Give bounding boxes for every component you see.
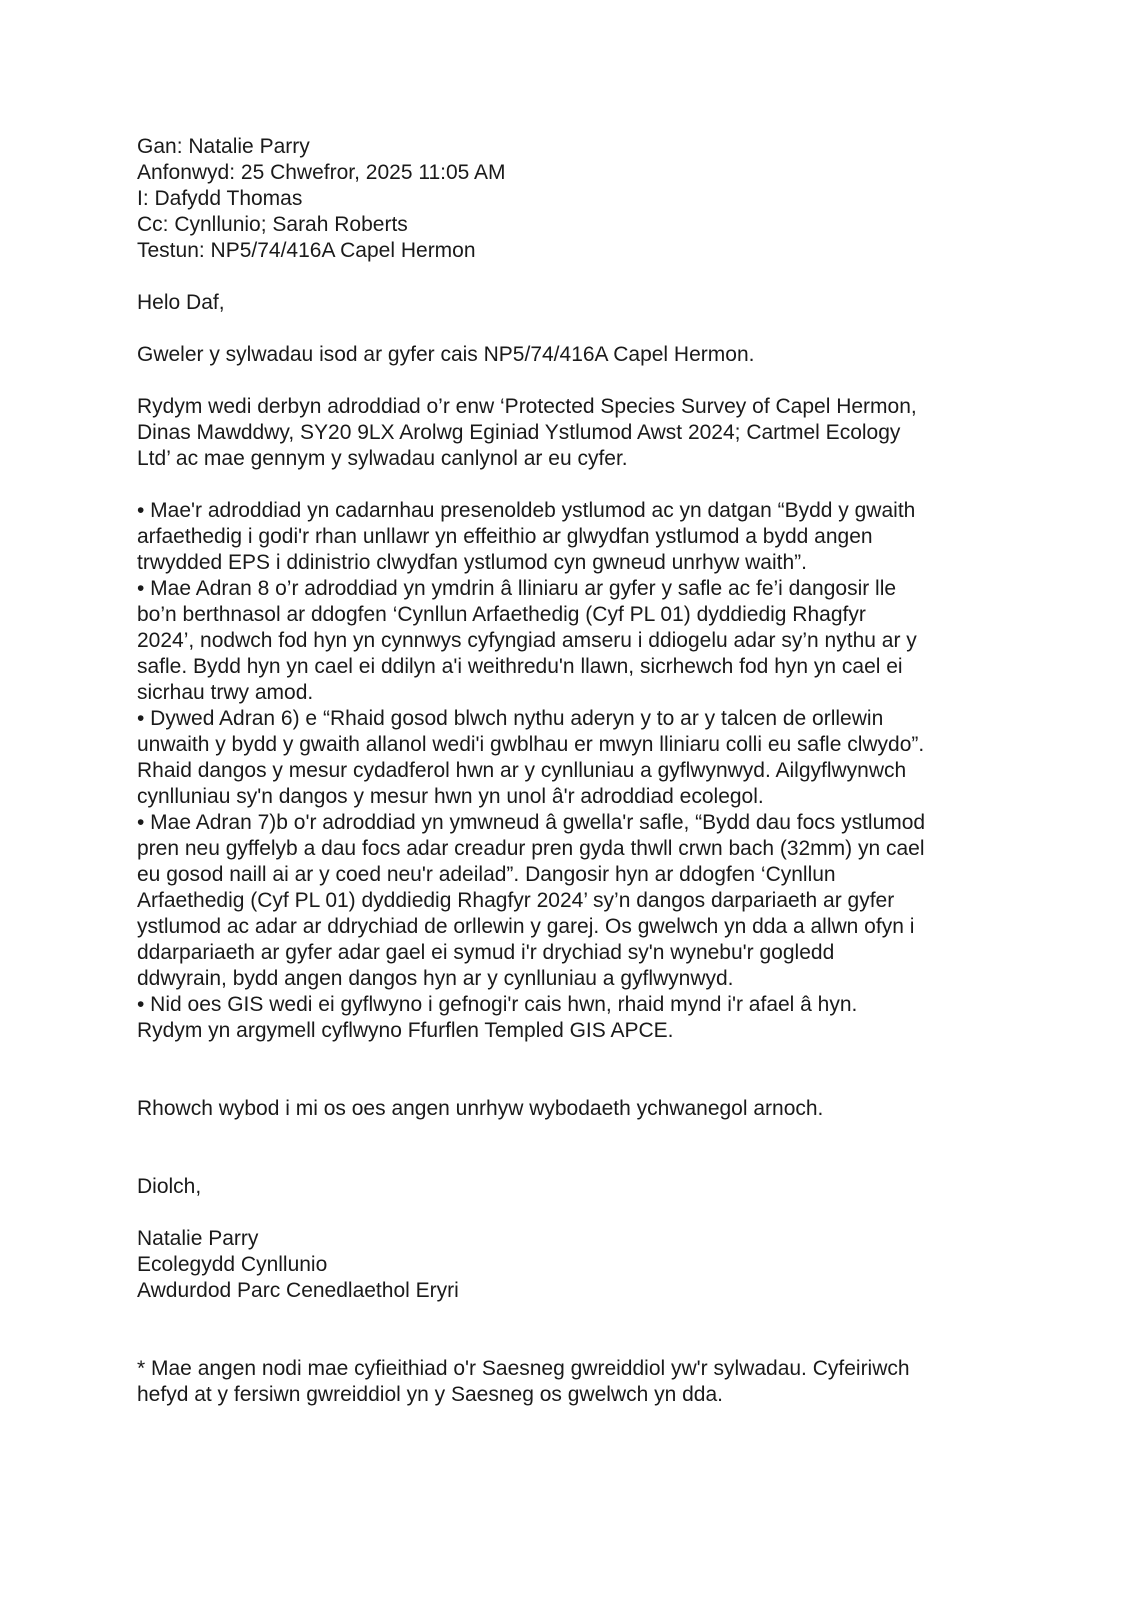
comment-line: safle. Bydd hyn yn cael ei ddilyn a'i weithredu'n llawn, sicrhewch fod hyn yn cael ei: [137, 655, 903, 678]
intro-line: Gweler y sylwadau isod ar gyfer cais NP5/74/416A Capel Hermon.: [137, 343, 755, 366]
footnote-line: * Mae angen nodi mae cyfieithiad o'r Saesneg gwreiddiol yw'r sylwadau. Cyfeiriwch: [137, 1357, 910, 1380]
paragraph-line: Rydym wedi derbyn adroddiad o’r enw ‘Protected Species Survey of Capel Hermon,: [137, 395, 917, 418]
sent-line: Anfonwyd: 25 Chwefror, 2025 11:05 AM: [137, 161, 506, 184]
comment-line: pren neu gyffelyb a dau focs adar creadur pren gyda thwll crwn bach (32mm) yn cael: [137, 837, 925, 860]
comment-line: eu gosod naill ai ar y coed neu'r adeilad”. Dangosir hyn ar ddogfen ‘Cynllun: [137, 863, 836, 886]
comment-line: • Mae'r adroddiad yn cadarnhau presenoldeb ystlumod ac yn datgan “Bydd y gwaith: [137, 499, 916, 522]
signature-role: Ecolegydd Cynllunio: [137, 1253, 328, 1276]
comment-line: unwaith y bydd y gwaith allanol wedi'i gwblhau er mwyn lliniaru colli eu safle clwydo”.: [137, 733, 925, 756]
signature-name: Natalie Parry: [137, 1227, 259, 1250]
comment-line: 2024’, nodwch fod hyn yn cynnwys cyfyngiad amseru i ddiogelu adar sy’n nythu ar y: [137, 629, 917, 652]
to-line: I: Dafydd Thomas: [137, 187, 303, 210]
report-paragraph: [137, 394, 1072, 472]
comment-line: Arfaethedig (Cyf PL 01) dyddiedig Rhagfyr 2024’ sy’n dangos darpariaeth ar gyfer: [137, 889, 895, 912]
closing-request: Rhowch wybod i mi os oes angen unrhyw wybodaeth ychwanegol arnoch.: [137, 1097, 824, 1120]
comment-line: trwydded EPS i ddinistrio clwydfan ystlumod cyn gwneud unrhyw waith”.: [137, 551, 807, 574]
comment-line: ystlumod ac adar ar ddrychiad de orllewin y garej. Os gwelwch yn dda a allwn ofyn i: [137, 915, 915, 938]
signoff: Diolch,: [137, 1175, 202, 1198]
comment-line: • Nid oes GIS wedi ei gyflwyno i gefnogi'r cais hwn, rhaid mynd i'r afael â hyn.: [137, 993, 858, 1016]
comment-line: arfaethedig i godi'r rhan unllawr yn effeithio ar glwydfan ystlumod a bydd angen: [137, 525, 873, 548]
greeting: Helo Daf,: [137, 291, 225, 314]
signature-block: [137, 1226, 1072, 1304]
comment-line: • Mae Adran 7)b o'r adroddiad yn ymwneud â gwella'r safle, “Bydd dau focs ystlumod: [137, 811, 926, 834]
email-header: [137, 134, 1072, 264]
comments-list: [137, 498, 1072, 1044]
comment-line: Rydym yn argymell cyflwyno Ffurflen Templed GIS APCE.: [137, 1019, 674, 1042]
comment-line: • Mae Adran 8 o’r adroddiad yn ymdrin â lliniaru ar gyfer y safle ac fe’i dangosir lle: [137, 577, 897, 600]
comment-line: ddarpariaeth ar gyfer adar gael ei symud i'r drychiad sy'n wynebu'r gogledd: [137, 941, 835, 964]
subject-line: Testun: NP5/74/416A Capel Hermon: [137, 239, 476, 262]
comment-line: cynlluniau sy'n dangos y mesur hwn yn unol â'r adroddiad ecolegol.: [137, 785, 764, 808]
comment-line: • Dywed Adran 6) e “Rhaid gosod blwch nythu aderyn y to ar y talcen de orllewin: [137, 707, 884, 730]
signature-organisation: Awdurdod Parc Cenedlaethol Eryri: [137, 1279, 459, 1302]
comment-line: sicrhau trwy amod.: [137, 681, 314, 704]
translation-footnote: [137, 1356, 1072, 1408]
cc-line: Cc: Cynllunio; Sarah Roberts: [137, 213, 408, 236]
paragraph-line: Dinas Mawddwy, SY20 9LX Arolwg Eginiad Ystlumod Awst 2024; Cartmel Ecology: [137, 421, 901, 444]
comment-line: ddwyrain, bydd angen dangos hyn ar y cynlluniau a gyflwynwyd.: [137, 967, 734, 990]
comment-line: Rhaid dangos y mesur cydadferol hwn ar y cynlluniau a gyflwynwyd. Ailgyflwynwch: [137, 759, 907, 782]
paragraph-line: Ltd’ ac mae gennym y sylwadau canlynol ar eu cyfer.: [137, 447, 628, 470]
from-line: Gan: Natalie Parry: [137, 135, 310, 158]
footnote-line: hefyd at y fersiwn gwreiddiol yn y Saesneg os gwelwch yn dda.: [137, 1383, 723, 1406]
comment-line: bo’n berthnasol ar ddogfen ‘Cynllun Arfaethedig (Cyf PL 01) dyddiedig Rhagfyr: [137, 603, 866, 626]
